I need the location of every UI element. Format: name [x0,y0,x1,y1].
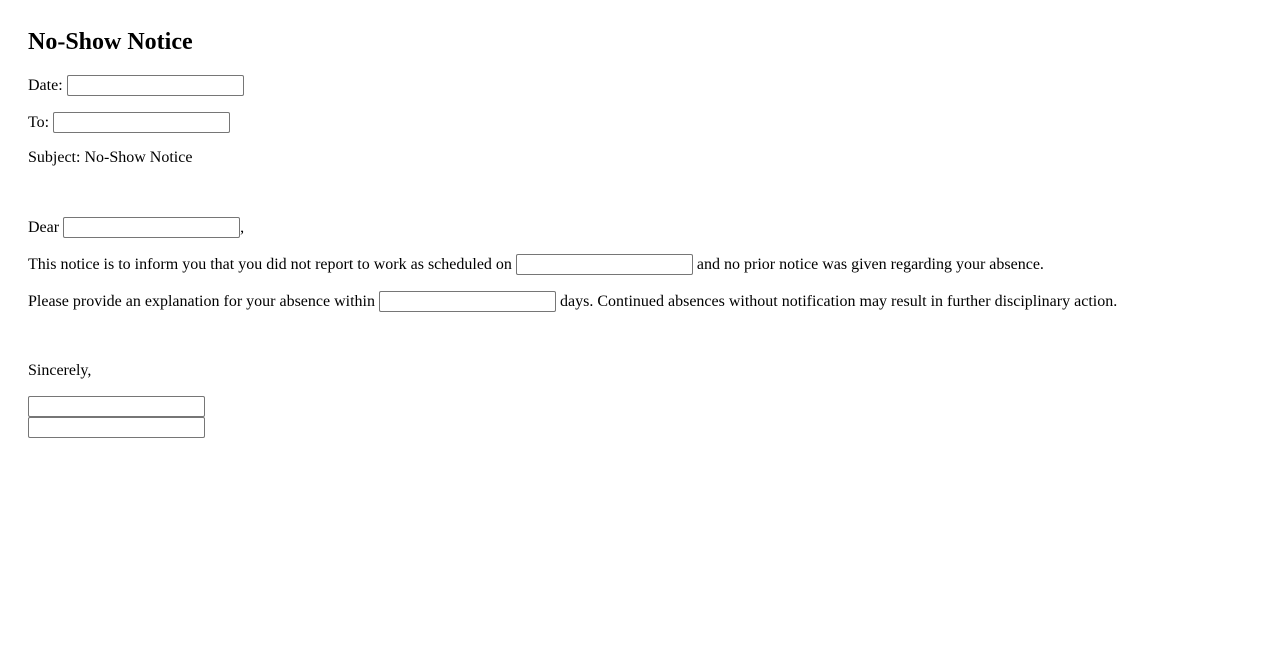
absence-date-input[interactable] [516,254,693,275]
to-label: To: [28,113,50,131]
recipient-name-input[interactable] [63,217,240,238]
subject-row [28,148,192,168]
to-row [28,112,234,133]
explanation-row [28,291,1117,312]
closing-row [28,361,91,381]
date-label: Date: [28,76,63,94]
explanation-text-after: days. Continued absences without notification may result in further disciplinary action. [560,292,1118,310]
days-input[interactable] [379,291,556,312]
absence-date-row [28,254,1044,275]
absence-text-after: and no prior notice was given regarding your absence. [696,255,1044,273]
absence-text-before: This notice is to inform you that you did not report to work as scheduled on [28,255,512,273]
date-row [28,75,248,96]
to-input[interactable] [53,112,230,133]
date-input[interactable] [67,75,244,96]
page-title: No-Show Notice [28,29,193,55]
signature-title-input[interactable] [28,417,205,438]
greeting-label: Dear [28,218,60,236]
closing-text: Sincerely, [28,362,92,379]
greeting-comma: , [240,218,245,236]
greeting-row [28,217,244,238]
subject-text: Subject: No-Show Notice [28,149,193,166]
signature-name-input[interactable] [28,396,205,417]
signature-block [28,396,205,438]
explanation-text-before: Please provide an explanation for your absence within [28,292,375,310]
